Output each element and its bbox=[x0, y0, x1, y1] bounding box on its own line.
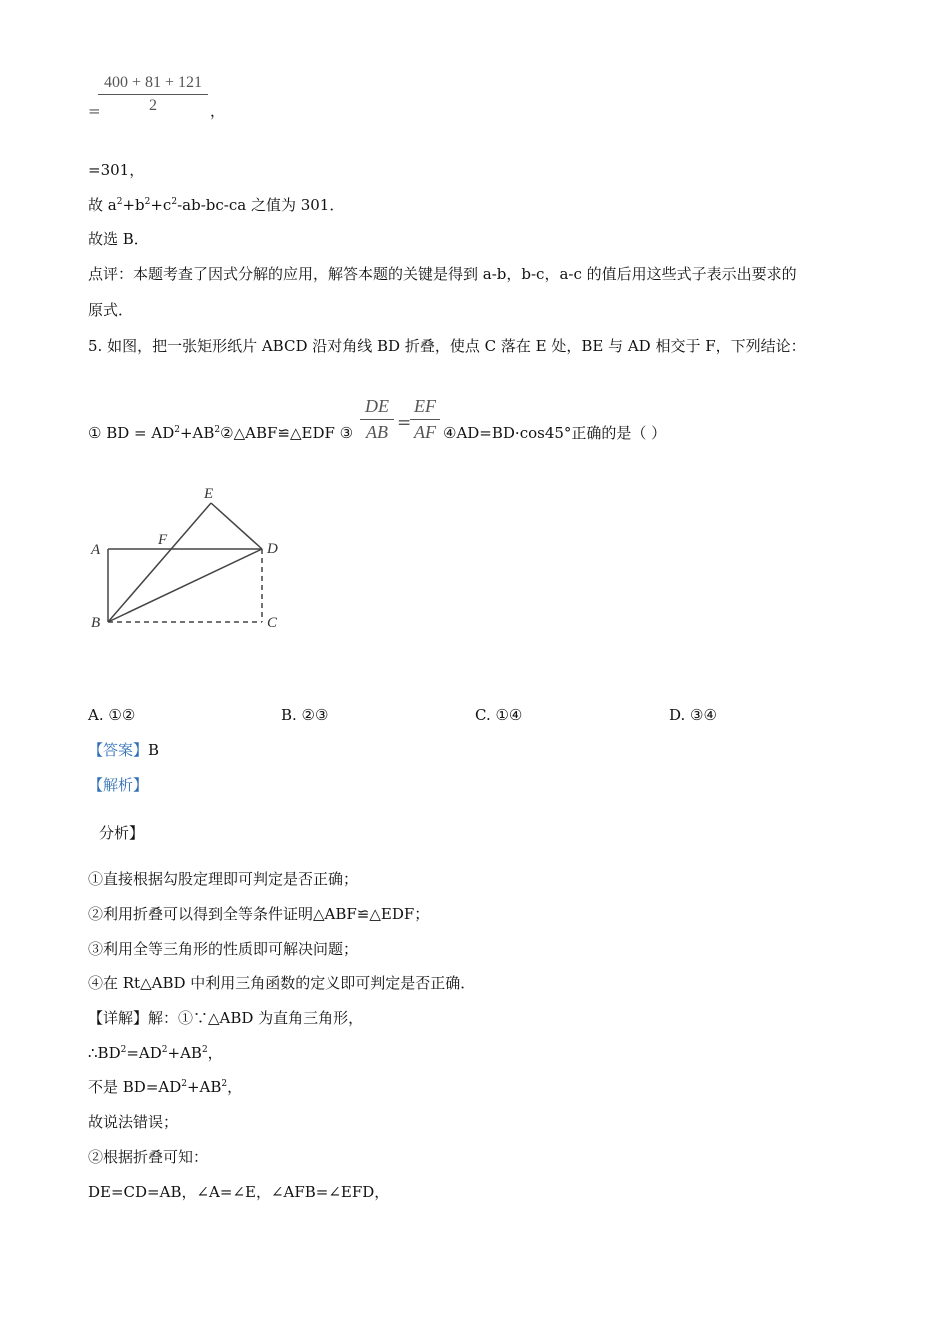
equals-sign: = bbox=[88, 102, 101, 120]
step-1: ①直接根据勾股定理即可判定是否正确； bbox=[88, 870, 359, 888]
numerator: 400 + 81 + 121 bbox=[103, 74, 203, 91]
choose-line: 故选 B． bbox=[88, 230, 149, 248]
comment-line-2: 原式． bbox=[88, 301, 134, 319]
bd-squared-line: $\therefore BD^2=AD^2+AB^2$， bbox=[88, 1044, 223, 1062]
detail-line: 【详解】解：①∵△ABD 为直角三角形， bbox=[88, 1009, 364, 1027]
de-cd-ab-line: DE=CD=AB，∠A=∠E，∠AFB=∠EFD， bbox=[88, 1183, 390, 1201]
label-c: C bbox=[267, 615, 278, 631]
fraction-de-ab: DE AB bbox=[360, 396, 394, 443]
option-d: D. ③④ bbox=[669, 706, 717, 724]
fold-line: ②根据折叠可知： bbox=[88, 1148, 209, 1166]
step-2: ②利用折叠可以得到全等条件证明△ABF≌△EDF； bbox=[88, 905, 430, 923]
not-line: 不是 $BD=AD^2+AB^2$， bbox=[88, 1078, 243, 1096]
statement-1-2-3: ① BD = $AD^2+AB^2②\triangle ABF≌\triangle EDF$ ③ bbox=[88, 424, 354, 442]
fraction-ef-af: EF AF bbox=[410, 396, 440, 443]
label-d: D bbox=[267, 541, 278, 557]
fraction-400-81-121 bbox=[98, 74, 208, 115]
step-3: ③利用全等三角形的性质即可解决问题； bbox=[88, 940, 359, 958]
segment-be bbox=[108, 503, 211, 622]
label-f: F bbox=[158, 532, 168, 548]
answer-line bbox=[88, 740, 159, 760]
comma: ， bbox=[210, 102, 226, 120]
wrong-line: 故说法错误； bbox=[88, 1113, 179, 1131]
option-a: A. ①② bbox=[88, 706, 136, 724]
label-a: A bbox=[91, 542, 101, 558]
conclusion-line: 故 $a^2+b^2+c^2-ab-bc-ca$ 之值为 301． bbox=[88, 196, 345, 214]
segment-bd bbox=[108, 549, 262, 622]
label-e: E bbox=[204, 486, 214, 502]
analysis-heading: 分析】 bbox=[99, 824, 145, 842]
answer-tag: 【答案】 bbox=[88, 741, 149, 759]
fraction-equals: = bbox=[397, 413, 412, 433]
option-b: B. ②③ bbox=[281, 706, 329, 724]
option-c: C. ①④ bbox=[475, 706, 523, 724]
step-4: ④在 Rt△ABD 中利用三角函数的定义即可判定是否正确． bbox=[88, 974, 476, 992]
denominator: 2 bbox=[149, 97, 157, 114]
result-301: =301， bbox=[88, 161, 145, 179]
question-5: 5. 如图，把一张矩形纸片 ABCD 沿对角线 BD 折叠，使点 C 落在 E 处，BE 与 AD 相交于 F，下列结论： bbox=[88, 337, 806, 355]
label-b: B bbox=[91, 615, 101, 631]
geometry-figure bbox=[86, 478, 286, 638]
answer-value: B bbox=[148, 741, 160, 759]
segment-ed bbox=[211, 503, 262, 549]
analysis-tag: 【解析】 bbox=[88, 776, 149, 794]
comment-line-1: 点评：本题考查了因式分解的应用，解答本题的关键是得到 a-b，b-c，a-c 的值后用这些式子表示出要求的 bbox=[88, 265, 797, 283]
statement-4: ④AD=BD·cos45°正确的是（ ） bbox=[443, 424, 667, 442]
fraction-bar bbox=[98, 94, 208, 95]
